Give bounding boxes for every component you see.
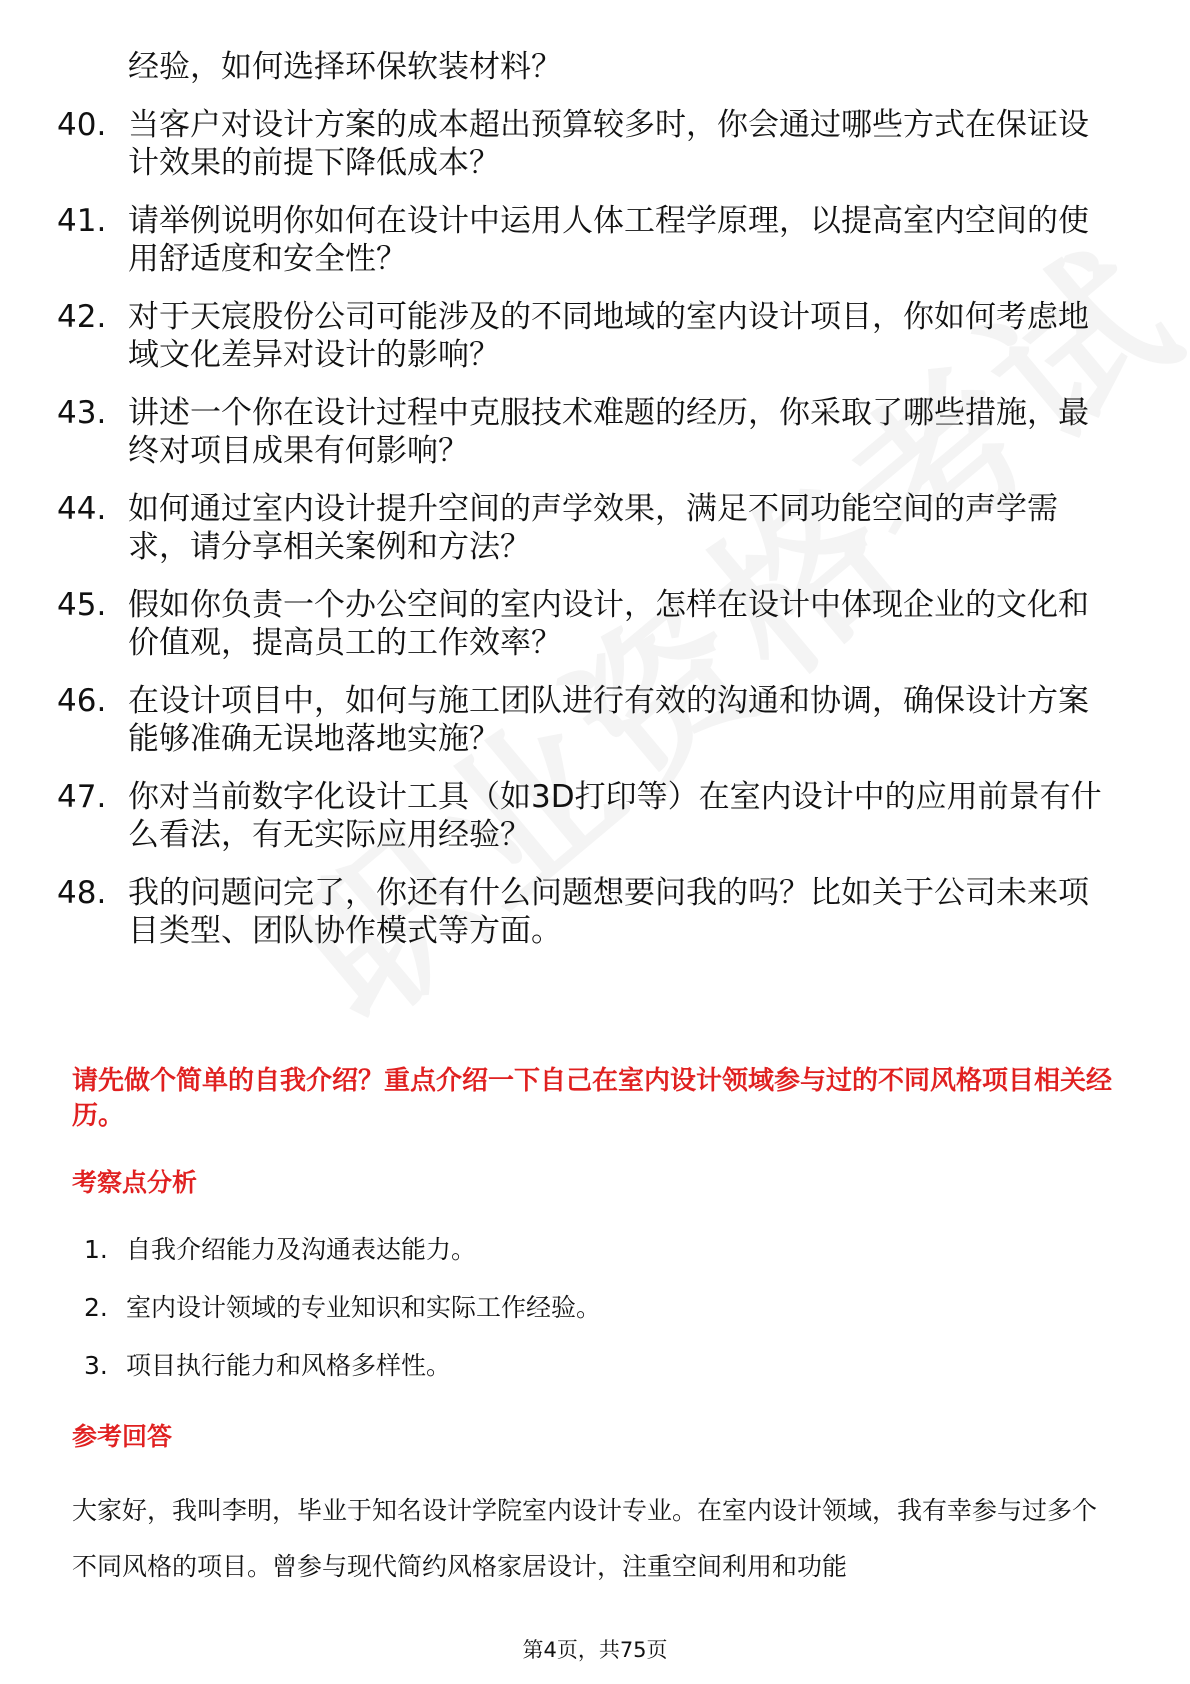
question-number: 40. — [57, 107, 107, 143]
question-text: 如何通过室内设计提升空间的声学效果，满足不同功能空间的声学需求，请分享相关案例和方法？ — [128, 491, 1058, 565]
analysis-point-text: 自我介绍能力及沟通表达能力。 — [126, 1235, 477, 1264]
question-text: 对于天宸股份公司可能涉及的不同地域的室内设计项目，你如何考虑地域文化差异对设计的影响？ — [128, 299, 1089, 373]
answer-title: 参考回答 — [72, 1422, 173, 1451]
question-number: 46. — [57, 683, 107, 719]
question-text: 在设计项目中，如何与施工团队进行有效的沟通和协调，确保设计方案能够准确无误地落地实施？ — [128, 683, 1089, 757]
question-text: 请举例说明你如何在设计中运用人体工程学原理，以提高室内空间的使用舒适度和安全性？ — [128, 203, 1089, 277]
answer-paragraph: 大家好，我叫李明，毕业于知名设计学院室内设计专业。在室内设计领域，我有幸参与过多个不同风格的项目。曾参与现代简约风格家居设计，注重空间利用和功能 — [72, 1496, 1098, 1581]
analysis-point-text: 项目执行能力和风格多样性。 — [126, 1351, 452, 1380]
question-text: 你对当前数字化设计工具（如3D打印等）在室内设计中的应用前景有什么看法，有无实际应用经验？ — [128, 779, 1102, 853]
analysis-point-number: 2. — [84, 1293, 108, 1322]
question-text: 我的问题问完了，你还有什么问题想要问我的吗？比如关于公司未来项目类型、团队协作模式等方面。 — [128, 875, 1089, 949]
analysis-point-text: 室内设计领域的专业知识和实际工作经验。 — [126, 1293, 602, 1322]
question-number: 42. — [57, 299, 107, 335]
question-text: 当客户对设计方案的成本超出预算较多时，你会通过哪些方式在保证设计效果的前提下降低成本？ — [128, 107, 1089, 181]
question-text: 讲述一个你在设计过程中克服技术难题的经历，你采取了哪些措施，最终对项目成果有何影响？ — [128, 395, 1089, 469]
question-number: 41. — [57, 203, 107, 239]
analysis-point-number: 1. — [84, 1235, 108, 1264]
page-footer: 第4页，共75页 — [522, 1638, 668, 1662]
analysis-title: 考察点分析 — [72, 1168, 198, 1197]
question-number: 45. — [57, 587, 107, 623]
analysis-point — [84, 1235, 476, 1265]
featured-question: 请先做个简单的自我介绍？重点介绍一下自己在室内设计领域参与过的不同风格项目相关经历。 — [72, 1066, 1113, 1131]
question-continuation: 经验，如何选择环保软装材料？ — [128, 49, 562, 85]
question-number: 44. — [57, 491, 107, 527]
question-number: 47. — [57, 779, 107, 815]
analysis-point-number: 3. — [84, 1351, 108, 1380]
analysis-point — [84, 1351, 451, 1381]
question-number: 43. — [57, 395, 107, 431]
question-text: 假如你负责一个办公空间的室内设计，怎样在设计中体现企业的文化和价值观，提高员工的工作效率？ — [128, 587, 1089, 661]
question-number: 48. — [57, 875, 107, 911]
analysis-point — [84, 1293, 601, 1323]
